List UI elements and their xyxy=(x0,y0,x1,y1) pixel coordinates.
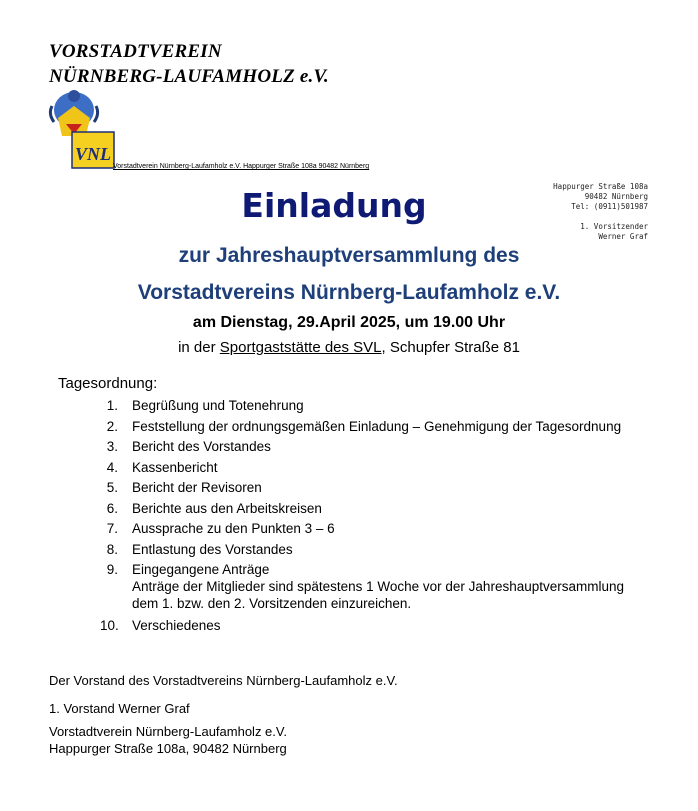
agenda-heading: Tagesordnung: xyxy=(58,375,158,392)
club-logo xyxy=(46,88,116,170)
meeting-date: am Dienstag, 29.April 2025, um 19.00 Uhr xyxy=(192,314,506,331)
agenda-item-number: 10. xyxy=(100,617,119,633)
agenda-item-number: 7. xyxy=(106,521,118,536)
logo-head xyxy=(68,90,80,102)
agenda-item-note-line2: dem 1. bzw. den 2. Vorsitzenden einzureichen. xyxy=(132,596,412,611)
sender-street: Happurger Straße 108a xyxy=(553,182,648,191)
agenda-item-text: Kassenbericht xyxy=(132,459,218,475)
sender-city: 90482 Nürnberg xyxy=(584,192,648,201)
agenda-item-text: Aussprache zu den Punkten 3 – 6 xyxy=(132,521,335,536)
sender-role: 1. Vorsitzender xyxy=(580,222,648,231)
agenda-item-note-line1: Anträge der Mitglieder sind spätestens 1 Woche vor der Jahreshauptversammlung xyxy=(132,579,625,594)
footer-signatory: 1. Vorstand Werner Graf xyxy=(49,701,190,716)
agenda-item-number: 2. xyxy=(106,418,118,434)
agenda-item-text: Bericht der Revisoren xyxy=(132,480,262,495)
venue-place: Sportgaststätte des SVL xyxy=(219,339,382,356)
footer-address: Happurger Straße 108a, 90482 Nürnberg xyxy=(49,741,287,756)
agenda-item-text: Eingegangene Anträge xyxy=(132,562,270,577)
agenda-item-text: Berichte aus den Arbeitskreisen xyxy=(132,500,322,516)
venue-suffix: , Schupfer Straße 81 xyxy=(381,339,520,356)
agenda-item-number: 6. xyxy=(106,500,118,516)
agenda-item-text: Begrüßung und Totenehrung xyxy=(132,398,304,413)
sender-address-line: Vorstadtverein Nürnberg-Laufamholz e.V. Happurger Straße 108a 90482 Nürnberg xyxy=(113,163,370,170)
agenda-item-text: Entlastung des Vorstandes xyxy=(132,541,293,557)
logo-wing-right xyxy=(94,106,98,122)
agenda-item-number: 5. xyxy=(106,480,118,495)
subtitle-line2: Vorstadtvereins Nürnberg-Laufamholz e.V. xyxy=(137,281,561,304)
logo-letters: VNL xyxy=(75,144,111,164)
agenda-item-text: Verschiedenes xyxy=(132,617,221,633)
page-title: Einladung xyxy=(241,186,427,225)
club-name-line1: VORSTADTVEREIN xyxy=(49,41,222,62)
club-name-line2: NÜRNBERG-LAUFAMHOLZ e.V. xyxy=(49,66,329,87)
logo-wing-left xyxy=(50,106,54,122)
venue-prefix: in der xyxy=(178,339,220,356)
meeting-venue xyxy=(0,339,698,356)
agenda-item-text: Feststellung der ordnungsgemäßen Einladung – Genehmigung der Tagesordnung xyxy=(132,418,622,434)
agenda-item-number: 1. xyxy=(106,398,118,413)
agenda-item-number: 4. xyxy=(106,459,118,475)
agenda-item-number: 8. xyxy=(106,541,118,557)
subtitle-line1: zur Jahreshauptversammlung des xyxy=(178,244,520,267)
footer-board-line: Der Vorstand des Vorstadtvereins Nürnberg-Laufamholz e.V. xyxy=(49,673,398,688)
footer-club-name: Vorstadtverein Nürnberg-Laufamholz e.V. xyxy=(49,724,287,739)
agenda-item-number: 3. xyxy=(106,439,118,454)
sender-phone: Tel: (0911)501987 xyxy=(571,202,648,211)
agenda-item-text: Bericht des Vorstandes xyxy=(132,439,271,454)
sender-name: Werner Graf xyxy=(598,232,648,241)
agenda-item-number: 9. xyxy=(106,562,118,577)
